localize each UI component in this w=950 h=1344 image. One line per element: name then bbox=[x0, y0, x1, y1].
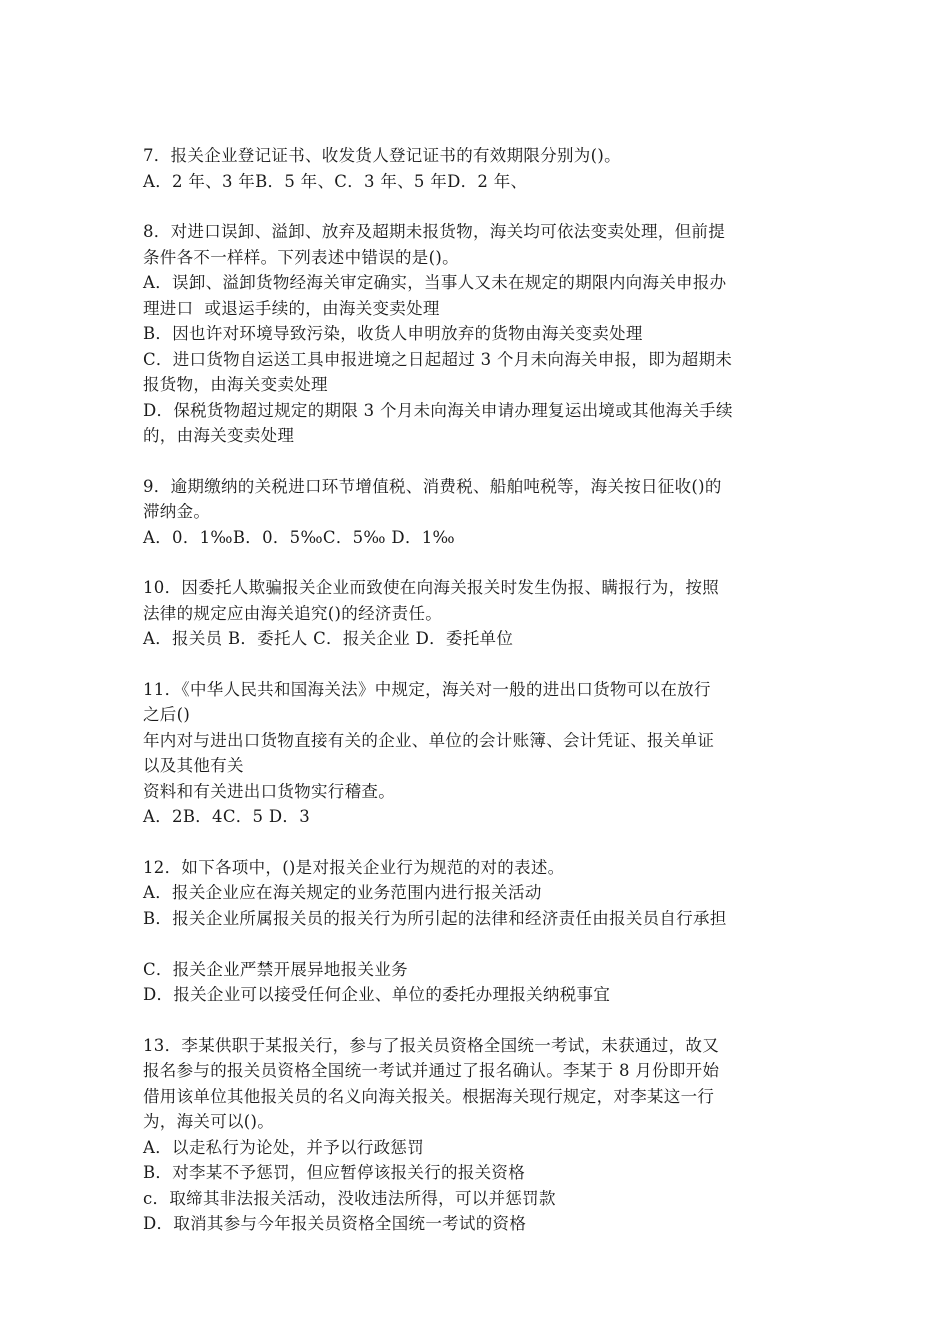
question-13 bbox=[143, 1033, 823, 1237]
question-text: 年内对与进出口货物直接有关的企业、单位的会计账簿、会计凭证、报关单证 bbox=[143, 730, 715, 750]
question-9 bbox=[143, 474, 823, 551]
answer-options: A．0．1‰B．0．5‰C．5‰ D．1‰ bbox=[143, 527, 455, 547]
question-text: 以及其他有关 bbox=[143, 756, 244, 775]
option-d-cont: 的，由海关变卖处理 bbox=[143, 426, 295, 445]
question-text: 13．李某供职于某报关行，参与了报关员资格全国统一考试，未获通过，故又 bbox=[143, 1035, 719, 1055]
question-11 bbox=[143, 677, 823, 830]
question-text: 条件各不一样样。下列表述中错误的是()。 bbox=[143, 247, 459, 267]
question-text: 9．逾期缴纳的关税进口环节增值税、消费税、船舶吨税等，海关按日征收()的 bbox=[143, 476, 722, 496]
option-d: D．保税货物超过规定的期限 3 个月未向海关申请办理复运出境或其他海关手续 bbox=[143, 400, 733, 420]
question-12 bbox=[143, 855, 823, 1008]
question-text: 之后() bbox=[143, 705, 191, 724]
question-text: 10．因委托人欺骗报关企业而致使在向海关报关时发生伪报、瞒报行为，按照 bbox=[143, 578, 719, 597]
option-d: D．报关企业可以接受任何企业、单位的委托办理报关纳税事宜 bbox=[143, 985, 611, 1004]
question-8 bbox=[143, 219, 823, 449]
option-a: A．报关企业应在海关规定的业务范围内进行报关活动 bbox=[143, 883, 542, 902]
question-text: 为，海关可以()。 bbox=[143, 1112, 275, 1131]
option-c-cont: 报货物，由海关变卖处理 bbox=[143, 375, 328, 394]
answer-options: A．报关员 B．委托人 C．报关企业 D．委托单位 bbox=[143, 629, 514, 648]
option-b: B．对李某不予惩罚，但应暂停该报关行的报关资格 bbox=[143, 1163, 526, 1182]
document-page bbox=[143, 143, 823, 1262]
question-7 bbox=[143, 143, 823, 194]
question-text: 12．如下各项中，()是对报关企业行为规范的对的表述。 bbox=[143, 857, 565, 877]
question-text: 7．报关企业登记证书、收发货人登记证书的有效期限分别为()。 bbox=[143, 146, 621, 165]
question-text: 滞纳金。 bbox=[143, 502, 211, 521]
option-a: A．以走私行为论处，并予以行政惩罚 bbox=[143, 1137, 425, 1157]
question-text: 报名参与的报关员资格全国统一考试并通过了报名确认。李某于 8 月份即开始 bbox=[143, 1061, 720, 1080]
answer-options: A．2B．4C．5 D．3 bbox=[143, 807, 311, 826]
question-text: 借用该单位其他报关员的名义向海关报关。根据海关现行规定，对李某这一行 bbox=[143, 1086, 715, 1106]
question-text: 资料和有关进出口货物实行稽查。 bbox=[143, 781, 395, 801]
question-text: 法律的规定应由海关追究()的经济责任。 bbox=[143, 603, 443, 623]
question-text: 11．《中华人民共和国海关法》中规定，海关对一般的进出口货物可以在放行 bbox=[143, 679, 711, 699]
option-c: C．进口货物自运送工具申报进境之日起超过 3 个月未向海关申报，即为超期未 bbox=[143, 349, 733, 369]
option-b: B．报关企业所属报关员的报关行为所引起的法律和经济责任由报关员自行承担 bbox=[143, 908, 727, 928]
question-10 bbox=[143, 575, 823, 652]
option-c: c．取缔其非法报关活动，没收违法所得，可以并惩罚款 bbox=[143, 1188, 556, 1208]
blank-line bbox=[143, 931, 823, 957]
option-d: D．取消其参与今年报关员资格全国统一考试的资格 bbox=[143, 1214, 527, 1233]
option-b: B．因也许对环境导致污染，收货人申明放弃的货物由海关变卖处理 bbox=[143, 324, 643, 343]
option-a: A．误卸、溢卸货物经海关审定确实，当事人又未在规定的期限内向海关申报办 bbox=[143, 273, 727, 292]
question-text: 8．对进口误卸、溢卸、放弃及超期未报货物，海关均可依法变卖处理，但前提 bbox=[143, 222, 725, 241]
option-c: C．报关企业严禁开展异地报关业务 bbox=[143, 959, 408, 979]
option-a-cont: 理进口 或退运手续的，由海关变卖处理 bbox=[143, 298, 440, 318]
answer-options: A．2 年、3 年B．5 年、C．3 年、5 年D．2 年、 bbox=[143, 171, 528, 191]
